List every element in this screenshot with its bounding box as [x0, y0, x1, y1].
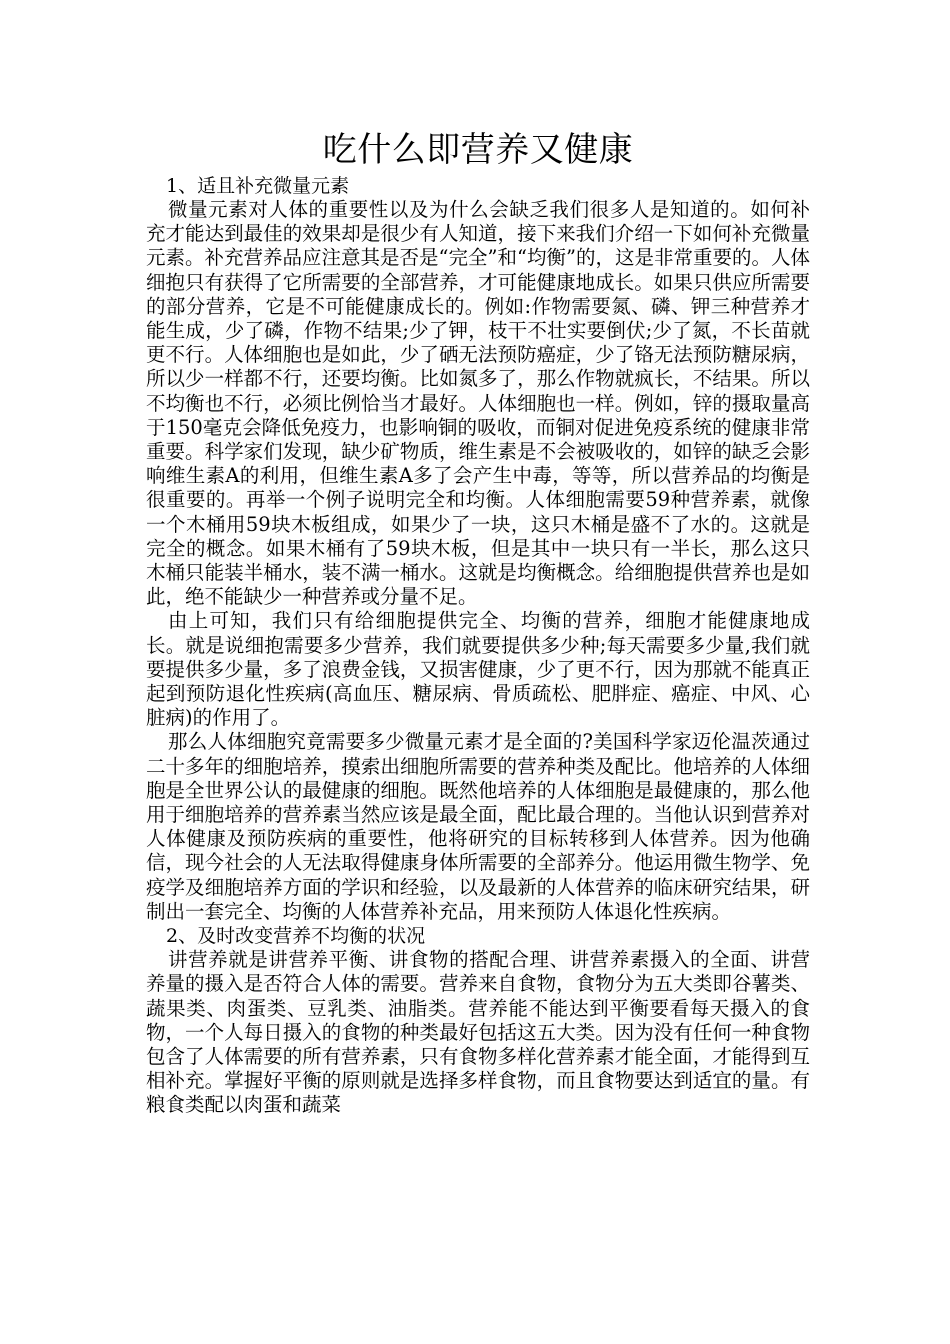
section-1 [146, 174, 810, 924]
document-page [146, 128, 810, 1118]
body-paragraph: 由上可知，我们只有给细胞提供完全、均衡的营养，细胞才能健康地成长。就是说细抱需要多少营养，我们就要提供多少种;每天需要多少量,我们就要提供多少量，多了浪费金钱，又损害健康，少了更不行，因为那就不能真正起到预防退化性疾病(高血压、糖尿病、骨质疏松、肥胖症、癌症、中风、心脏病)的作用了。 [146, 609, 810, 730]
body-paragraph: 微量元素对人体的重要性以及为什么会缺乏我们很多人是知道的。如何补充才能达到最佳的效果却是很少有人知道，接下来我们介绍一下如何补充微量元素。补充营养品应注意其是否是“完全”和“均衡”的，这是非常重要的。人体细抱只有获得了它所需要的全部营养，才可能健康地成长。如果只供应所需要的部分营养，它是不可能健康成长的。例如:作物需要氮、磷、钾三种营养才能生成，少了磷，作物不结果;少了钾，枝干不壮实要倒伏;少了氮，不长苗就更不行。人体细胞也是如此，少了硒无法预防癌症，少了铬无法预防糖尿病，所以少一样都不行，还要均衡。比如氮多了，那么作物就疯长，不结果。所以不均衡也不行，必须比例恰当才最好。人体细胞也一样。例如，锌的摄取量高于150毫克会降低免疫力，也影响铜的吸收，而铜对促进免疫系统的健康非常重要。科学家们发现，缺少矿物质，维生素是不会被吸收的，如锌的缺乏会影响维生素A的利用，但维生素A多了会产生中毒，等等，所以营养品的均衡是很重要的。再举一个例子说明完全和均衡。人体细胞需要59种营养素，就像一个木桶用59块木板组成，如果少了一块，这只木桶是盛不了水的。这就是完全的概念。如果木桶有了59块木板，但是其中一块只有一半长，那么这只木桶只能装半桶水，装不满一桶水。这就是均衡概念。给细胞提供营养也是如此，绝不能缺少一种营养或分量不足。 [146, 198, 810, 609]
body-paragraph: 那么人体细胞究竟需要多少微量元素才是全面的?美国科学家迈伦温茨通过二十多年的细胞培养，摸索出细胞所需要的营养种类及配比。他培养的人体细胞是全世界公认的最健康的细胞。既然他培养的人体细胞是最健康的，那么他用于细胞培养的营养素当然应该是最全面，配比最合理的。当他认识到营养对人体健康及预防疾病的重要性，他将研究的目标转移到人体营养。因为他确信，现今社会的人无法取得健康身体所需要的全部养分。他运用微生物学、免疫学及细胞培养方面的学识和经验，以及最新的人体营养的临床研究结果，研制出一套完全、均衡的人体营养补充品，用来预防人体退化性疾病。 [146, 730, 810, 923]
section-2 [146, 924, 810, 1117]
section-heading: 2、及时改变营养不均衡的状况 [166, 925, 426, 948]
body-paragraph: 讲营养就是讲营养平衡、讲食物的搭配合理、讲营养素摄入的全面、讲营养量的摄入是否符合人体的需要。营养来自食物，食物分为五大类即谷薯类、蔬果类、肉蛋类、豆乳类、油脂类。营养能不能达到平衡要看每天摄入的食物，一个人每日摄入的食物的种类最好包括这五大类。因为没有任何一种食物包含了人体需要的所有营养素，只有食物多样化营养素才能全面，才能得到互相补充。掌握好平衡的原则就是选择多样食物，而且食物要达到适宜的量。有粮食类配以肉蛋和蔬菜 [146, 948, 810, 1117]
section-heading: 1、适且补充微量元素 [166, 175, 350, 197]
document-title: 吃什么即营养又健康 [322, 130, 634, 170]
